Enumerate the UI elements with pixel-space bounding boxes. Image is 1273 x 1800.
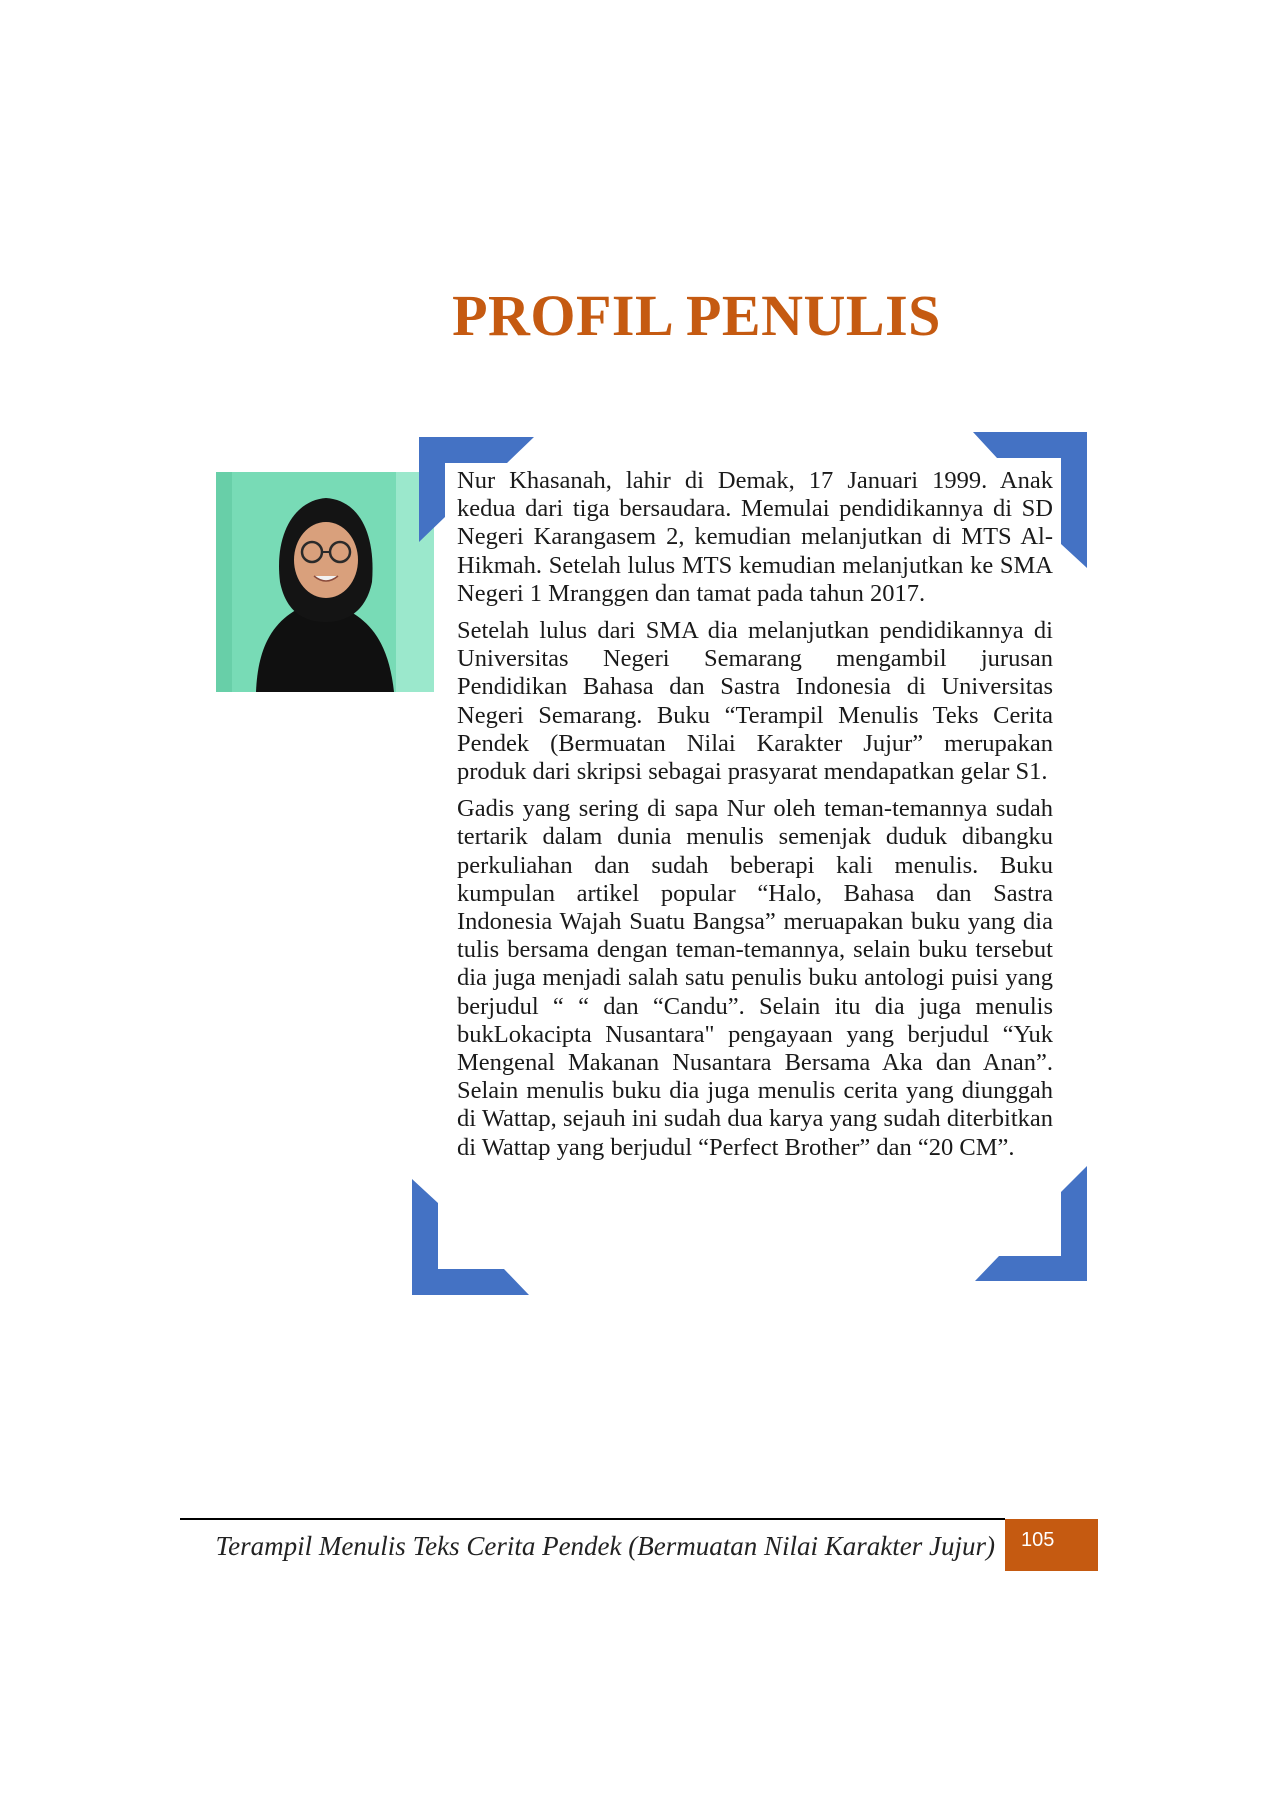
frame-corner-bottom-left — [412, 1179, 529, 1295]
bio-paragraph-1: Nur Khasanah, lahir di Demak, 17 Januari 1999. Anak kedua dari tiga bersaudara. Memulai pendidikannya di SD Negeri Karangasem 2, kemudian melanjutkan di MTS Al-Hikmah. Setelah lulus MTS kemudian melanjutkan ke SMA Negeri 1 Mranggen dan tamat pada tahun 2017. — [457, 467, 1053, 607]
page-number-badge: 105 — [1005, 1519, 1098, 1571]
footer-divider — [180, 1518, 1005, 1520]
page-title: PROFIL PENULIS — [452, 283, 941, 348]
bio-paragraph-3: Gadis yang sering di sapa Nur oleh teman-temannya sudah tertarik dalam dunia menulis semenjak duduk dibangku perkuliahan dan sudah beberapi kali menulis. Buku kumpulan artikel popular “Halo, Bahasa dan Sastra Indonesia Wajah Suatu Bangsa” meruapakan buku yang dia tulis bersama dengan teman-temannya, selain buku tersebut dia juga menjadi salah satu penulis buku antologi puisi yang berjudul “ “ dan “Candu”. Selain itu dia juga menulis bukLokacipta Nusantara" pengayaan yang berjudul “Yuk Mengenal Makanan Nusantara Bersama Aka dan Anan”. Selain menulis buku dia juga menulis cerita yang diunggah di Wattap, sejauh ini sudah dua karya yang sudah diterbitkan di Wattap yang berjudul “Perfect Brother” dan “20 CM”. — [457, 795, 1053, 1161]
frame-corner-bottom-right — [975, 1166, 1087, 1281]
footer-book-title: Terampil Menulis Teks Cerita Pendek (Bermuatan Nilai Karakter Jujur) — [215, 1531, 995, 1561]
bio-paragraph-2: Setelah lulus dari SMA dia melanjutkan pendidikannya di Universitas Negeri Semarang mengambil jurusan Pendidikan Bahasa dan Sastra Indonesia di Universitas Negeri Semarang. Buku “Terampil Menulis Teks Cerita Pendek (Bermuatan Nilai Karakter Jujur” merupakan produk dari skripsi sebagai prasyarat mendapatkan gelar S1. — [457, 617, 1053, 786]
author-bio — [457, 467, 1053, 1171]
author-photo-image — [216, 472, 434, 692]
author-photo — [216, 472, 434, 692]
